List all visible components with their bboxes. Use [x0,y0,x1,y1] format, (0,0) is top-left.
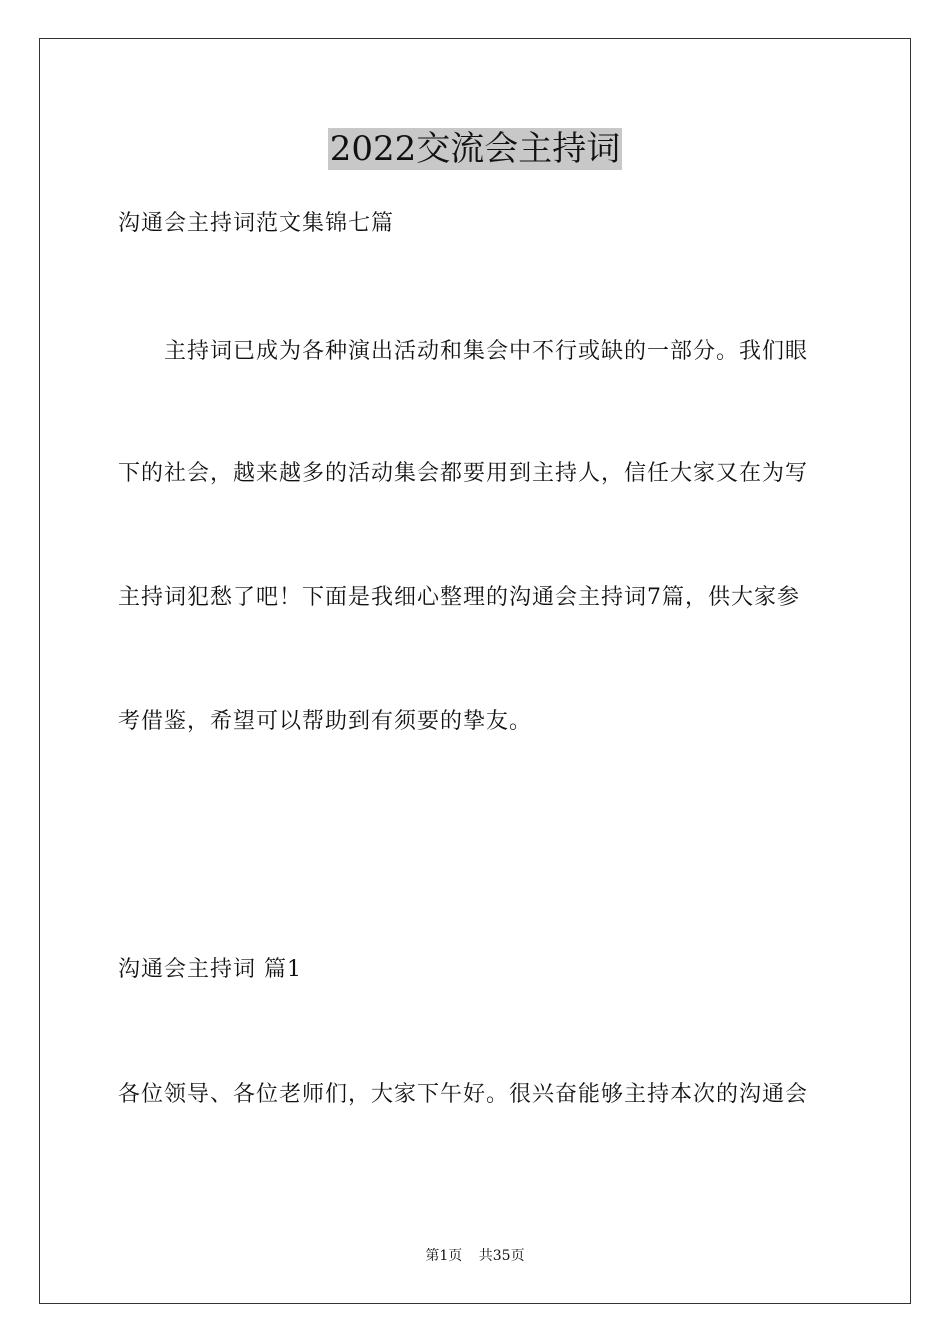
page-number-current: 第1页 [425,1248,463,1264]
title-container [0,128,950,170]
section-heading: 沟通会主持词 篇1 [118,957,302,982]
body-line-1: 各位领导、各位老师们，大家下午好。很兴奋能够主持本次的沟通会 [118,1082,809,1107]
document-title: 2022交流会主持词 [329,129,621,169]
intro-line-2: 下的社会，越来越多的活动集会都要用到主持人，信任大家又在为写 [118,461,809,486]
document-subtitle: 沟通会主持词范文集锦七篇 [118,211,395,236]
page-footer [0,1246,950,1266]
intro-line-1: 主持词已成为各种演出活动和集会中不行或缺的一部分。我们眼 [164,339,809,364]
intro-line-4: 考借鉴，希望可以帮助到有须要的挚友。 [118,709,533,734]
intro-line-3: 主持词犯愁了吧！下面是我细心整理的沟通会主持词7篇，供大家参 [118,585,800,610]
page-number-total: 共35页 [478,1248,525,1264]
